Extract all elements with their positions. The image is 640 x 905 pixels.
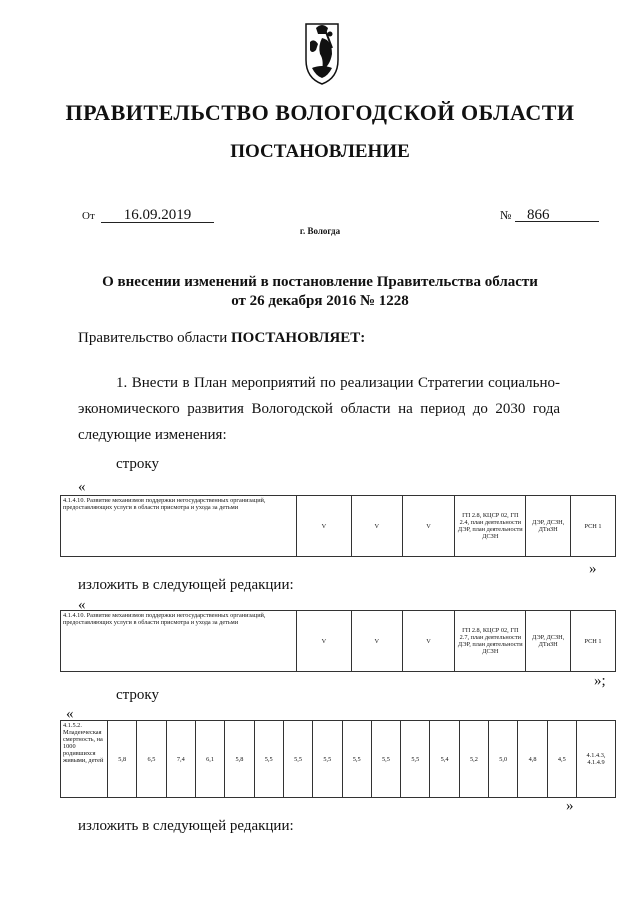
city: г. Вологда — [299, 226, 341, 236]
value-cell: 6,1 — [195, 721, 224, 798]
subject-line-2: от 26 декабря 2016 № 1228 — [231, 293, 409, 309]
cell-rsn: РСН 1 — [571, 611, 616, 672]
cell-program: ГП 2.8, КЦСР 02, ГП 2.4, план деятельности ДЭР, план деятельности ДСЗН — [455, 496, 526, 557]
cell-executors: ДЭР, ДСЗН, ДТиЗН — [526, 496, 571, 557]
cell-v2: V — [351, 611, 402, 672]
replace-text-1: изложить в следующей редакции: — [78, 577, 294, 593]
table-row — [61, 611, 616, 672]
document-number: 866 — [515, 208, 599, 222]
date-label: От — [82, 210, 95, 222]
replace-text-2: изложить в следующей редакции: — [78, 818, 294, 834]
item-1-paragraph — [78, 370, 560, 448]
table-mortality-row — [60, 720, 616, 798]
cell-v3: V — [402, 496, 455, 557]
value-cell: 5,8 — [108, 721, 137, 798]
intro-paragraph — [78, 330, 365, 347]
cell-v1: V — [297, 611, 352, 672]
row-word-1: строку — [116, 456, 159, 472]
document-date: 16.09.2019 — [101, 208, 214, 223]
cell-v1: V — [297, 496, 352, 557]
close-quote-1: » — [589, 561, 597, 577]
subject-line-1: О внесении изменений в постановление Правительства области — [102, 274, 538, 290]
open-quote-2: « — [78, 597, 86, 613]
cell-reference: 4.1.4.3, 4.1.4.9 — [577, 721, 616, 798]
cell-program: ГП 2.8, КЦСР 02, ГП 2.7, план деятельности ДЭР, план деятельности ДСЗН — [455, 611, 526, 672]
table-original-row — [60, 495, 616, 557]
value-cell: 6,5 — [137, 721, 166, 798]
number-label: № — [500, 208, 512, 222]
item-1-text: 1. Внести в План мероприятий по реализации Стратегии социально-экономического развития Вологодской области на период до 2030 года следующие изменения: — [78, 375, 560, 443]
cell-rsn: РСН 1 — [571, 496, 616, 557]
value-cell: 5,5 — [254, 721, 283, 798]
table-row — [61, 721, 616, 798]
open-quote-3: « — [66, 706, 74, 722]
intro-prefix: Правительство области — [78, 330, 231, 346]
row-description: 4.1.5.2. Младенческая смертность, на 1000 родившихся живыми, детей — [61, 721, 108, 798]
open-quote-1: « — [78, 479, 86, 495]
coat-of-arms-icon — [302, 20, 342, 86]
value-cell: 5,5 — [371, 721, 400, 798]
value-cell: 5,0 — [489, 721, 518, 798]
value-cell: 4,5 — [547, 721, 576, 798]
cell-v3: V — [402, 611, 455, 672]
table-row — [61, 496, 616, 557]
document-type: ПОСТАНОВЛЕНИЕ — [230, 141, 410, 162]
row-word-2: строку — [116, 687, 159, 703]
value-cell: 5,8 — [225, 721, 254, 798]
row-description: 4.1.4.10. Развитие механизмов поддержки негосударственных организаций, предоставляющих услуги в области присмотра и ухода за детьми — [61, 496, 297, 557]
table-new-row — [60, 610, 616, 672]
value-cell: 5,4 — [430, 721, 459, 798]
value-cell: 4,8 — [518, 721, 547, 798]
government-title: ПРАВИТЕЛЬСТВО ВОЛОГОДСКОЙ ОБЛАСТИ — [65, 100, 575, 125]
intro-bold: ПОСТАНОВЛЯЕТ: — [230, 330, 366, 346]
value-cell: 5,5 — [401, 721, 430, 798]
value-cell: 5,5 — [342, 721, 371, 798]
value-cell: 5,5 — [283, 721, 312, 798]
value-cell: 5,5 — [313, 721, 342, 798]
document-subject — [60, 273, 580, 311]
value-cell: 5,2 — [459, 721, 488, 798]
cell-executors: ДЭР, ДСЗН, ДТиЗН — [526, 611, 571, 672]
close-quote-3: » — [566, 798, 574, 814]
close-quote-semicolon: »; — [594, 673, 606, 689]
row-description: 4.1.4.10. Развитие механизмов поддержки негосударственных организаций, предоставляющих услуги в области присмотра и ухода за детьми — [61, 611, 297, 672]
cell-v2: V — [351, 496, 402, 557]
value-cell: 7,4 — [166, 721, 195, 798]
